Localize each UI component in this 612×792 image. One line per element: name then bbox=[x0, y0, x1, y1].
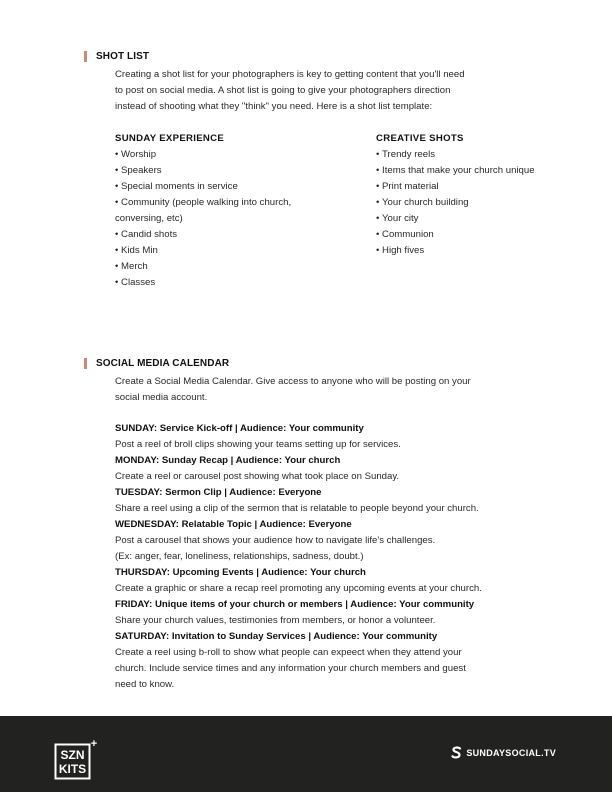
list-item: • Special moments in service bbox=[115, 179, 305, 195]
calendar-intro: Create a Social Media Calendar. Give access to anyone who will be posting on your social media account. bbox=[115, 376, 471, 403]
sunday-social-icon bbox=[451, 746, 462, 759]
day-description: Share your church values, testimonies from members, or honor a volunteer. bbox=[115, 615, 436, 626]
list-item: • Worship bbox=[115, 147, 305, 163]
day-title-sunday: SUNDAY: Service Kick-off | Audience: Your community bbox=[115, 423, 364, 434]
logo-text-bottom: KITS bbox=[58, 762, 87, 776]
calendar-heading bbox=[84, 358, 229, 369]
site-url: SUNDAYSOCIAL.TV bbox=[466, 747, 556, 758]
szn-kits-logo bbox=[54, 738, 98, 780]
logo-text-top: SZN bbox=[60, 748, 85, 762]
list-item: • Communion bbox=[376, 227, 536, 243]
list-item: • High fives bbox=[376, 243, 536, 259]
day-description: (Ex: anger, fear, loneliness, relationships, sadness, doubt.) bbox=[115, 551, 364, 562]
list-item: • Trendy reels bbox=[376, 147, 536, 163]
accent-bar bbox=[84, 358, 87, 369]
day-description: Share a reel using a clip of the sermon that is relatable to people beyond your church. bbox=[115, 503, 479, 514]
accent-bar bbox=[84, 51, 87, 62]
day-title-friday: FRIDAY: Unique items of your church or members | Audience: Your community bbox=[115, 599, 475, 610]
list-item: • Print material bbox=[376, 179, 536, 195]
creative-shots-title: CREATIVE SHOTS bbox=[376, 133, 464, 144]
day-title-thursday: THURSDAY: Upcoming Events | Audience: Your church bbox=[115, 567, 366, 578]
logo-plus: + bbox=[90, 738, 98, 750]
day-description: Post a reel of broll clips showing your teams setting up for services. bbox=[115, 439, 401, 450]
day-description: need to know. bbox=[115, 679, 175, 690]
site-link[interactable] bbox=[451, 746, 556, 759]
sunday-experience-title: SUNDAY EXPERIENCE bbox=[115, 133, 225, 144]
day-title-monday: MONDAY: Sunday Recap | Audience: Your church bbox=[115, 455, 341, 466]
day-title-wednesday: WEDNESDAY: Relatable Topic | Audience: Everyone bbox=[115, 519, 352, 530]
sunday-experience-column bbox=[115, 131, 305, 291]
day-description: Post a carousel that shows your audience how to navigate life's challenges. bbox=[115, 535, 436, 546]
shot-list-title: SHOT LIST bbox=[96, 51, 150, 62]
list-item: • Items that make your church unique bbox=[376, 163, 536, 179]
day-description: Create a reel or carousel post showing what took place on Sunday. bbox=[115, 471, 400, 482]
list-item: • Community (people walking into church, conversing, etc) bbox=[115, 195, 305, 227]
day-description: Create a reel using b-roll to show what people can expeect when they attend your bbox=[115, 647, 462, 658]
footer bbox=[0, 716, 612, 792]
shot-list-heading bbox=[84, 51, 149, 62]
day-description: church. Include service times and any information your church members and guest bbox=[115, 663, 466, 674]
day-title-tuesday: TUESDAY: Sermon Clip | Audience: Everyone bbox=[115, 487, 322, 498]
list-item: • Your church building bbox=[376, 195, 536, 211]
list-item: • Speakers bbox=[115, 163, 305, 179]
list-item: • Kids Min bbox=[115, 243, 305, 259]
shot-list-intro: Creating a shot list for your photographers is key to getting content that you'll need to post on social media. A shot list is going to give your photographers direction instead of shooting what they "think" you need. Here is a shot list template: bbox=[115, 69, 465, 112]
list-item: • Merch bbox=[115, 259, 305, 275]
list-item: • Your city bbox=[376, 211, 536, 227]
day-description: Create a graphic or share a recap reel promoting any upcoming events at your church. bbox=[115, 583, 482, 594]
calendar-title: SOCIAL MEDIA CALENDAR bbox=[96, 358, 230, 369]
list-item: • Classes bbox=[115, 275, 305, 291]
creative-shots-column bbox=[376, 131, 536, 259]
day-title-saturday: SATURDAY: Invitation to Sunday Services | Audience: Your community bbox=[115, 631, 438, 642]
calendar-days bbox=[115, 421, 545, 693]
list-item: • Candid shots bbox=[115, 227, 305, 243]
